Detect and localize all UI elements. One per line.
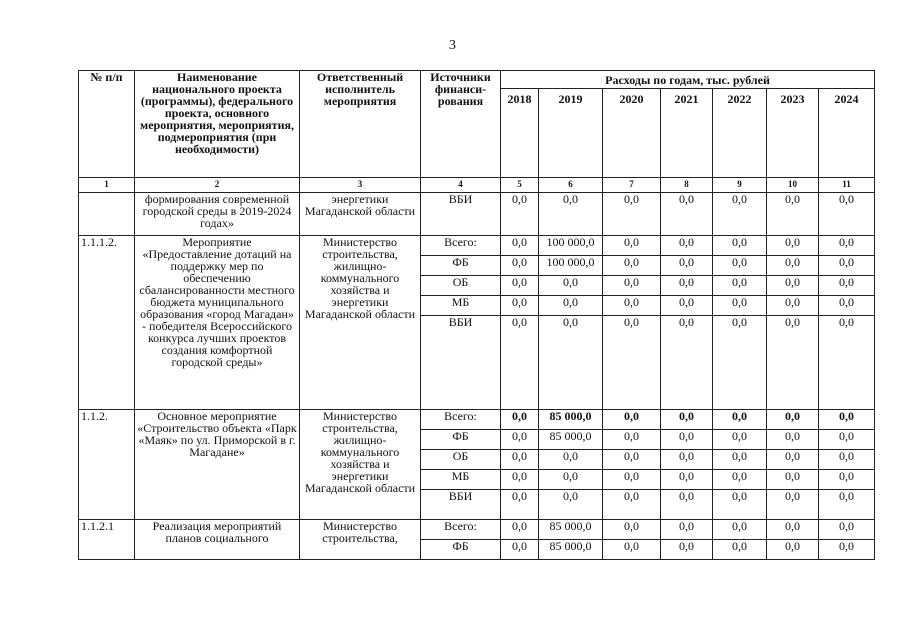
header-name: Наименование национального проекта (программы), федерального проекта, основного мероприятия, мероприятия, подмероприятия (при необходимости): [135, 71, 300, 178]
value-cell: 0,0: [713, 296, 767, 316]
value-cell: 0,0: [767, 276, 819, 296]
value-cell: 0,0: [713, 540, 767, 560]
column-number: 11: [819, 178, 875, 193]
row-source: МБ: [421, 296, 501, 316]
value-cell: 0,0: [603, 276, 661, 296]
value-cell: 0,0: [603, 540, 661, 560]
expenses-table: [78, 70, 875, 560]
header-num: № п/п: [79, 71, 135, 178]
row-executor: Министерство строительства, жилищно-коммунального хозяйства и энергетики Магаданской области: [300, 410, 421, 520]
value-cell: 0,0: [713, 490, 767, 520]
column-numbers-row: [79, 178, 875, 193]
value-cell: 0,0: [661, 410, 713, 430]
value-cell: 0,0: [501, 540, 539, 560]
value-cell: 0,0: [713, 236, 767, 256]
row-source: ВБИ: [421, 316, 501, 410]
row-name: Основное мероприятие «Строительство объекта «Парк «Маяк» по ул. Приморской в г. Магадане»: [135, 410, 300, 520]
value-cell: 0,0: [713, 276, 767, 296]
value-cell: 0,0: [539, 490, 603, 520]
table-row: [79, 236, 875, 256]
value-cell: 0,0: [661, 450, 713, 470]
row-source: ОБ: [421, 450, 501, 470]
value-cell: 0,0: [713, 193, 767, 236]
row-source: ФБ: [421, 430, 501, 450]
value-cell: 0,0: [501, 410, 539, 430]
row-source: ФБ: [421, 540, 501, 560]
value-cell: 0,0: [713, 450, 767, 470]
header-sources: Источники финанси-рования: [421, 71, 501, 178]
value-cell: 100 000,0: [539, 236, 603, 256]
value-cell: 85 000,0: [539, 540, 603, 560]
value-cell: 0,0: [767, 410, 819, 430]
value-cell: 0,0: [661, 520, 713, 540]
value-cell: 85 000,0: [539, 410, 603, 430]
value-cell: 0,0: [603, 490, 661, 520]
value-cell: 0,0: [819, 236, 875, 256]
column-number: 3: [300, 178, 421, 193]
header-year: 2023: [767, 89, 819, 178]
value-cell: 0,0: [603, 296, 661, 316]
value-cell: 0,0: [539, 276, 603, 296]
row-code: [79, 193, 135, 236]
value-cell: 0,0: [501, 316, 539, 410]
row-name: формирования современной городской среды в 2019-2024 годах»: [135, 193, 300, 236]
value-cell: 0,0: [603, 316, 661, 410]
row-name: Реализация мероприятий планов социального: [135, 520, 300, 560]
header-expenses: Расходы по годам, тыс. рублей: [501, 71, 875, 89]
value-cell: 0,0: [713, 470, 767, 490]
value-cell: 0,0: [767, 520, 819, 540]
value-cell: 0,0: [819, 520, 875, 540]
value-cell: 0,0: [501, 256, 539, 276]
column-number: 4: [421, 178, 501, 193]
table-row: [79, 193, 875, 236]
row-code: 1.1.2.: [79, 410, 135, 520]
value-cell: 0,0: [819, 410, 875, 430]
value-cell: 0,0: [603, 193, 661, 236]
value-cell: 0,0: [767, 236, 819, 256]
row-source: ВБИ: [421, 193, 501, 236]
value-cell: 0,0: [661, 256, 713, 276]
value-cell: 0,0: [603, 430, 661, 450]
value-cell: 0,0: [661, 540, 713, 560]
row-source: Всего:: [421, 410, 501, 430]
table-row: [79, 410, 875, 430]
header-year: 2021: [661, 89, 713, 178]
value-cell: 0,0: [819, 296, 875, 316]
value-cell: 0,0: [661, 470, 713, 490]
row-name: Мероприятие «Предоставление дотаций на поддержку мер по обеспечению сбалансированности местного бюджета муниципального образования «город Магадан» - победителя Всероссийского конкурса лучших проектов создания комфортной городской среды»: [135, 236, 300, 410]
header-year: 2020: [603, 89, 661, 178]
value-cell: 0,0: [501, 296, 539, 316]
value-cell: 0,0: [713, 410, 767, 430]
value-cell: 0,0: [819, 276, 875, 296]
value-cell: 100 000,0: [539, 256, 603, 276]
value-cell: 0,0: [501, 430, 539, 450]
value-cell: 0,0: [501, 236, 539, 256]
value-cell: 0,0: [767, 256, 819, 276]
value-cell: 0,0: [539, 316, 603, 410]
page-number: 3: [449, 38, 456, 53]
value-cell: 0,0: [501, 470, 539, 490]
value-cell: 0,0: [767, 490, 819, 520]
value-cell: 0,0: [539, 296, 603, 316]
row-source: МБ: [421, 470, 501, 490]
row-code: 1.1.2.1: [79, 520, 135, 560]
value-cell: 0,0: [661, 430, 713, 450]
value-cell: 0,0: [661, 193, 713, 236]
value-cell: 0,0: [819, 430, 875, 450]
value-cell: 0,0: [501, 450, 539, 470]
value-cell: 0,0: [767, 450, 819, 470]
value-cell: 0,0: [501, 276, 539, 296]
row-executor: Министерство строительства,: [300, 520, 421, 560]
column-number: 10: [767, 178, 819, 193]
table-row: [79, 520, 875, 540]
value-cell: 0,0: [713, 430, 767, 450]
value-cell: 0,0: [603, 410, 661, 430]
value-cell: 0,0: [713, 256, 767, 276]
value-cell: 0,0: [819, 490, 875, 520]
column-number: 7: [603, 178, 661, 193]
row-source: ФБ: [421, 256, 501, 276]
value-cell: 0,0: [539, 470, 603, 490]
value-cell: 0,0: [539, 193, 603, 236]
value-cell: 0,0: [501, 193, 539, 236]
column-number: 1: [79, 178, 135, 193]
value-cell: 85 000,0: [539, 520, 603, 540]
value-cell: 0,0: [819, 256, 875, 276]
row-source: ОБ: [421, 276, 501, 296]
header-year: 2024: [819, 89, 875, 178]
value-cell: 0,0: [603, 450, 661, 470]
value-cell: 0,0: [819, 450, 875, 470]
value-cell: 0,0: [501, 490, 539, 520]
value-cell: 0,0: [767, 430, 819, 450]
column-number: 9: [713, 178, 767, 193]
value-cell: 85 000,0: [539, 430, 603, 450]
header-year: 2018: [501, 89, 539, 178]
value-cell: 0,0: [767, 296, 819, 316]
column-number: 2: [135, 178, 300, 193]
value-cell: 0,0: [603, 470, 661, 490]
row-code: 1.1.1.2.: [79, 236, 135, 410]
value-cell: 0,0: [713, 316, 767, 410]
column-number: 5: [501, 178, 539, 193]
row-source: Всего:: [421, 236, 501, 256]
value-cell: 0,0: [661, 316, 713, 410]
value-cell: 0,0: [767, 316, 819, 410]
value-cell: 0,0: [767, 470, 819, 490]
value-cell: 0,0: [819, 316, 875, 410]
value-cell: 0,0: [539, 450, 603, 470]
header-executor: Ответственный исполнитель мероприятия: [300, 71, 421, 178]
row-executor: энергетики Магаданской области: [300, 193, 421, 236]
value-cell: 0,0: [661, 276, 713, 296]
row-source: Всего:: [421, 520, 501, 540]
header-year: 2022: [713, 89, 767, 178]
value-cell: 0,0: [767, 540, 819, 560]
value-cell: 0,0: [603, 520, 661, 540]
value-cell: 0,0: [661, 296, 713, 316]
value-cell: 0,0: [819, 193, 875, 236]
value-cell: 0,0: [767, 193, 819, 236]
value-cell: 0,0: [713, 520, 767, 540]
header-year: 2019: [539, 89, 603, 178]
column-number: 8: [661, 178, 713, 193]
row-source: ВБИ: [421, 490, 501, 520]
value-cell: 0,0: [661, 490, 713, 520]
value-cell: 0,0: [603, 256, 661, 276]
value-cell: 0,0: [501, 520, 539, 540]
value-cell: 0,0: [819, 470, 875, 490]
value-cell: 0,0: [819, 540, 875, 560]
row-executor: Министерство строительства, жилищно-коммунального хозяйства и энергетики Магаданской области: [300, 236, 421, 410]
column-number: 6: [539, 178, 603, 193]
value-cell: 0,0: [661, 236, 713, 256]
value-cell: 0,0: [603, 236, 661, 256]
